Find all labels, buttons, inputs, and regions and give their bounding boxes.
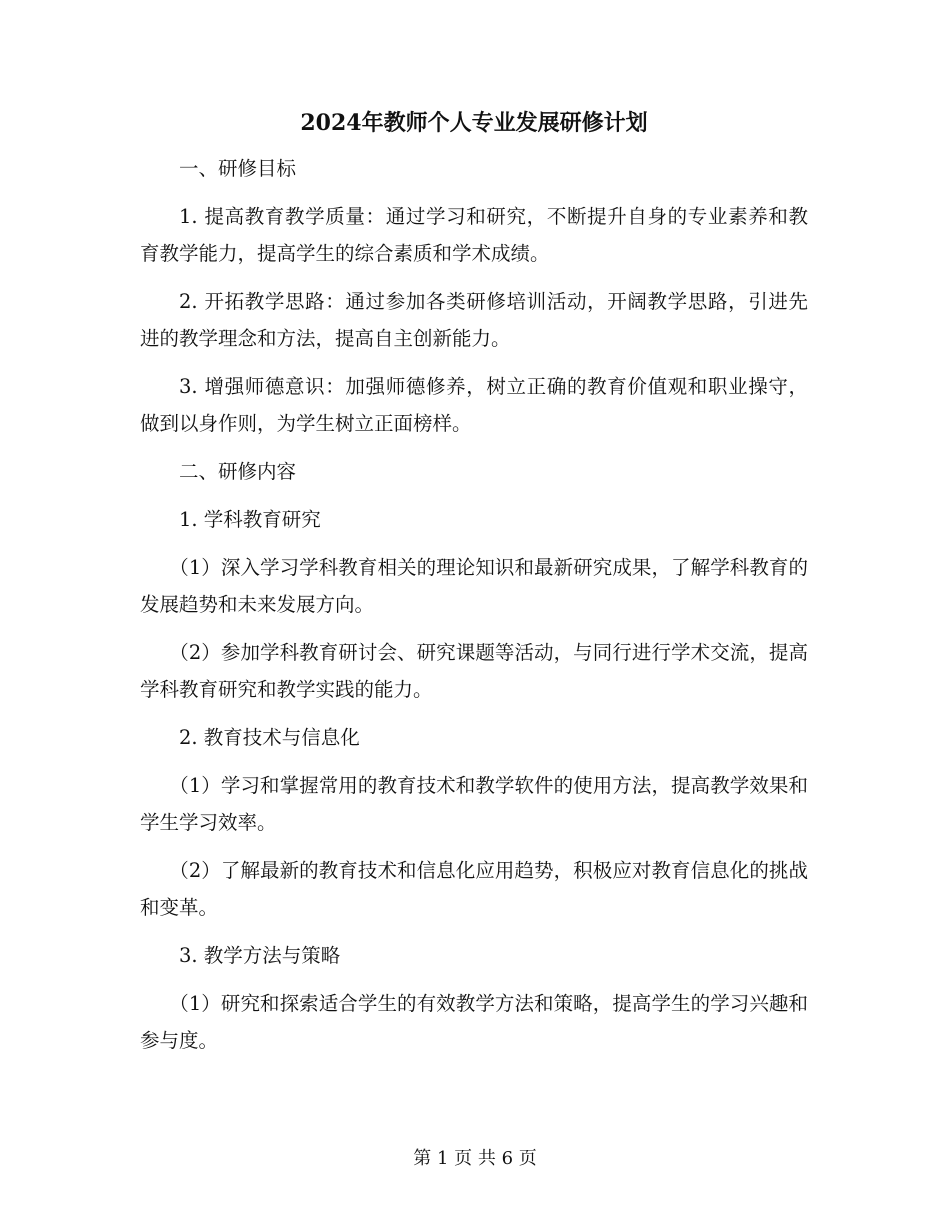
section-heading-goals: 一、研修目标 xyxy=(179,157,297,180)
content-subitem-1-1: （1）深入学习学科教育相关的理论知识和最新研究成果，了解学科教育的发展趋势和未来发展方向。 xyxy=(140,556,808,616)
section-heading-content: 二、研修内容 xyxy=(179,460,297,483)
goal-item-3: 3. 增强师德意识：加强师德修养，树立正确的教育价值观和职业操守，做到以身作则，为学生树立正面榜样。 xyxy=(140,375,808,435)
content-item-2: 2. 教育技术与信息化 xyxy=(179,726,360,749)
goal-item-1: 1. 提高教育教学质量：通过学习和研究，不断提升自身的专业素养和教育教学能力，提高学生的综合素质和学术成绩。 xyxy=(140,205,808,265)
document-title: 2024年教师个人专业发展研修计划 xyxy=(300,110,648,136)
content-subitem-2-2: （2）了解最新的教育技术和信息化应用趋势，积极应对教育信息化的挑战和变革。 xyxy=(140,859,808,919)
document-body xyxy=(140,102,808,1070)
page-number-footer: 第 1 页 共 6 页 xyxy=(413,1148,537,1169)
goal-item-2: 2. 开拓教学思路：通过参加各类研修培训活动，开阔教学思路，引进先进的教学理念和方法，提高自主创新能力。 xyxy=(140,290,808,350)
content-item-1: 1. 学科教育研究 xyxy=(179,508,321,531)
content-subitem-1-2: （2）参加学科教育研讨会、研究课题等活动，与同行进行学术交流，提高学科教育研究和教学实践的能力。 xyxy=(140,641,808,701)
content-subitem-3-1: （1）研究和探索适合学生的有效教学方法和策略，提高学生的学习兴趣和参与度。 xyxy=(140,992,808,1052)
content-subitem-2-1: （1）学习和掌握常用的教育技术和教学软件的使用方法，提高教学效果和学生学习效率。 xyxy=(140,774,808,834)
content-item-3: 3. 教学方法与策略 xyxy=(179,944,341,967)
